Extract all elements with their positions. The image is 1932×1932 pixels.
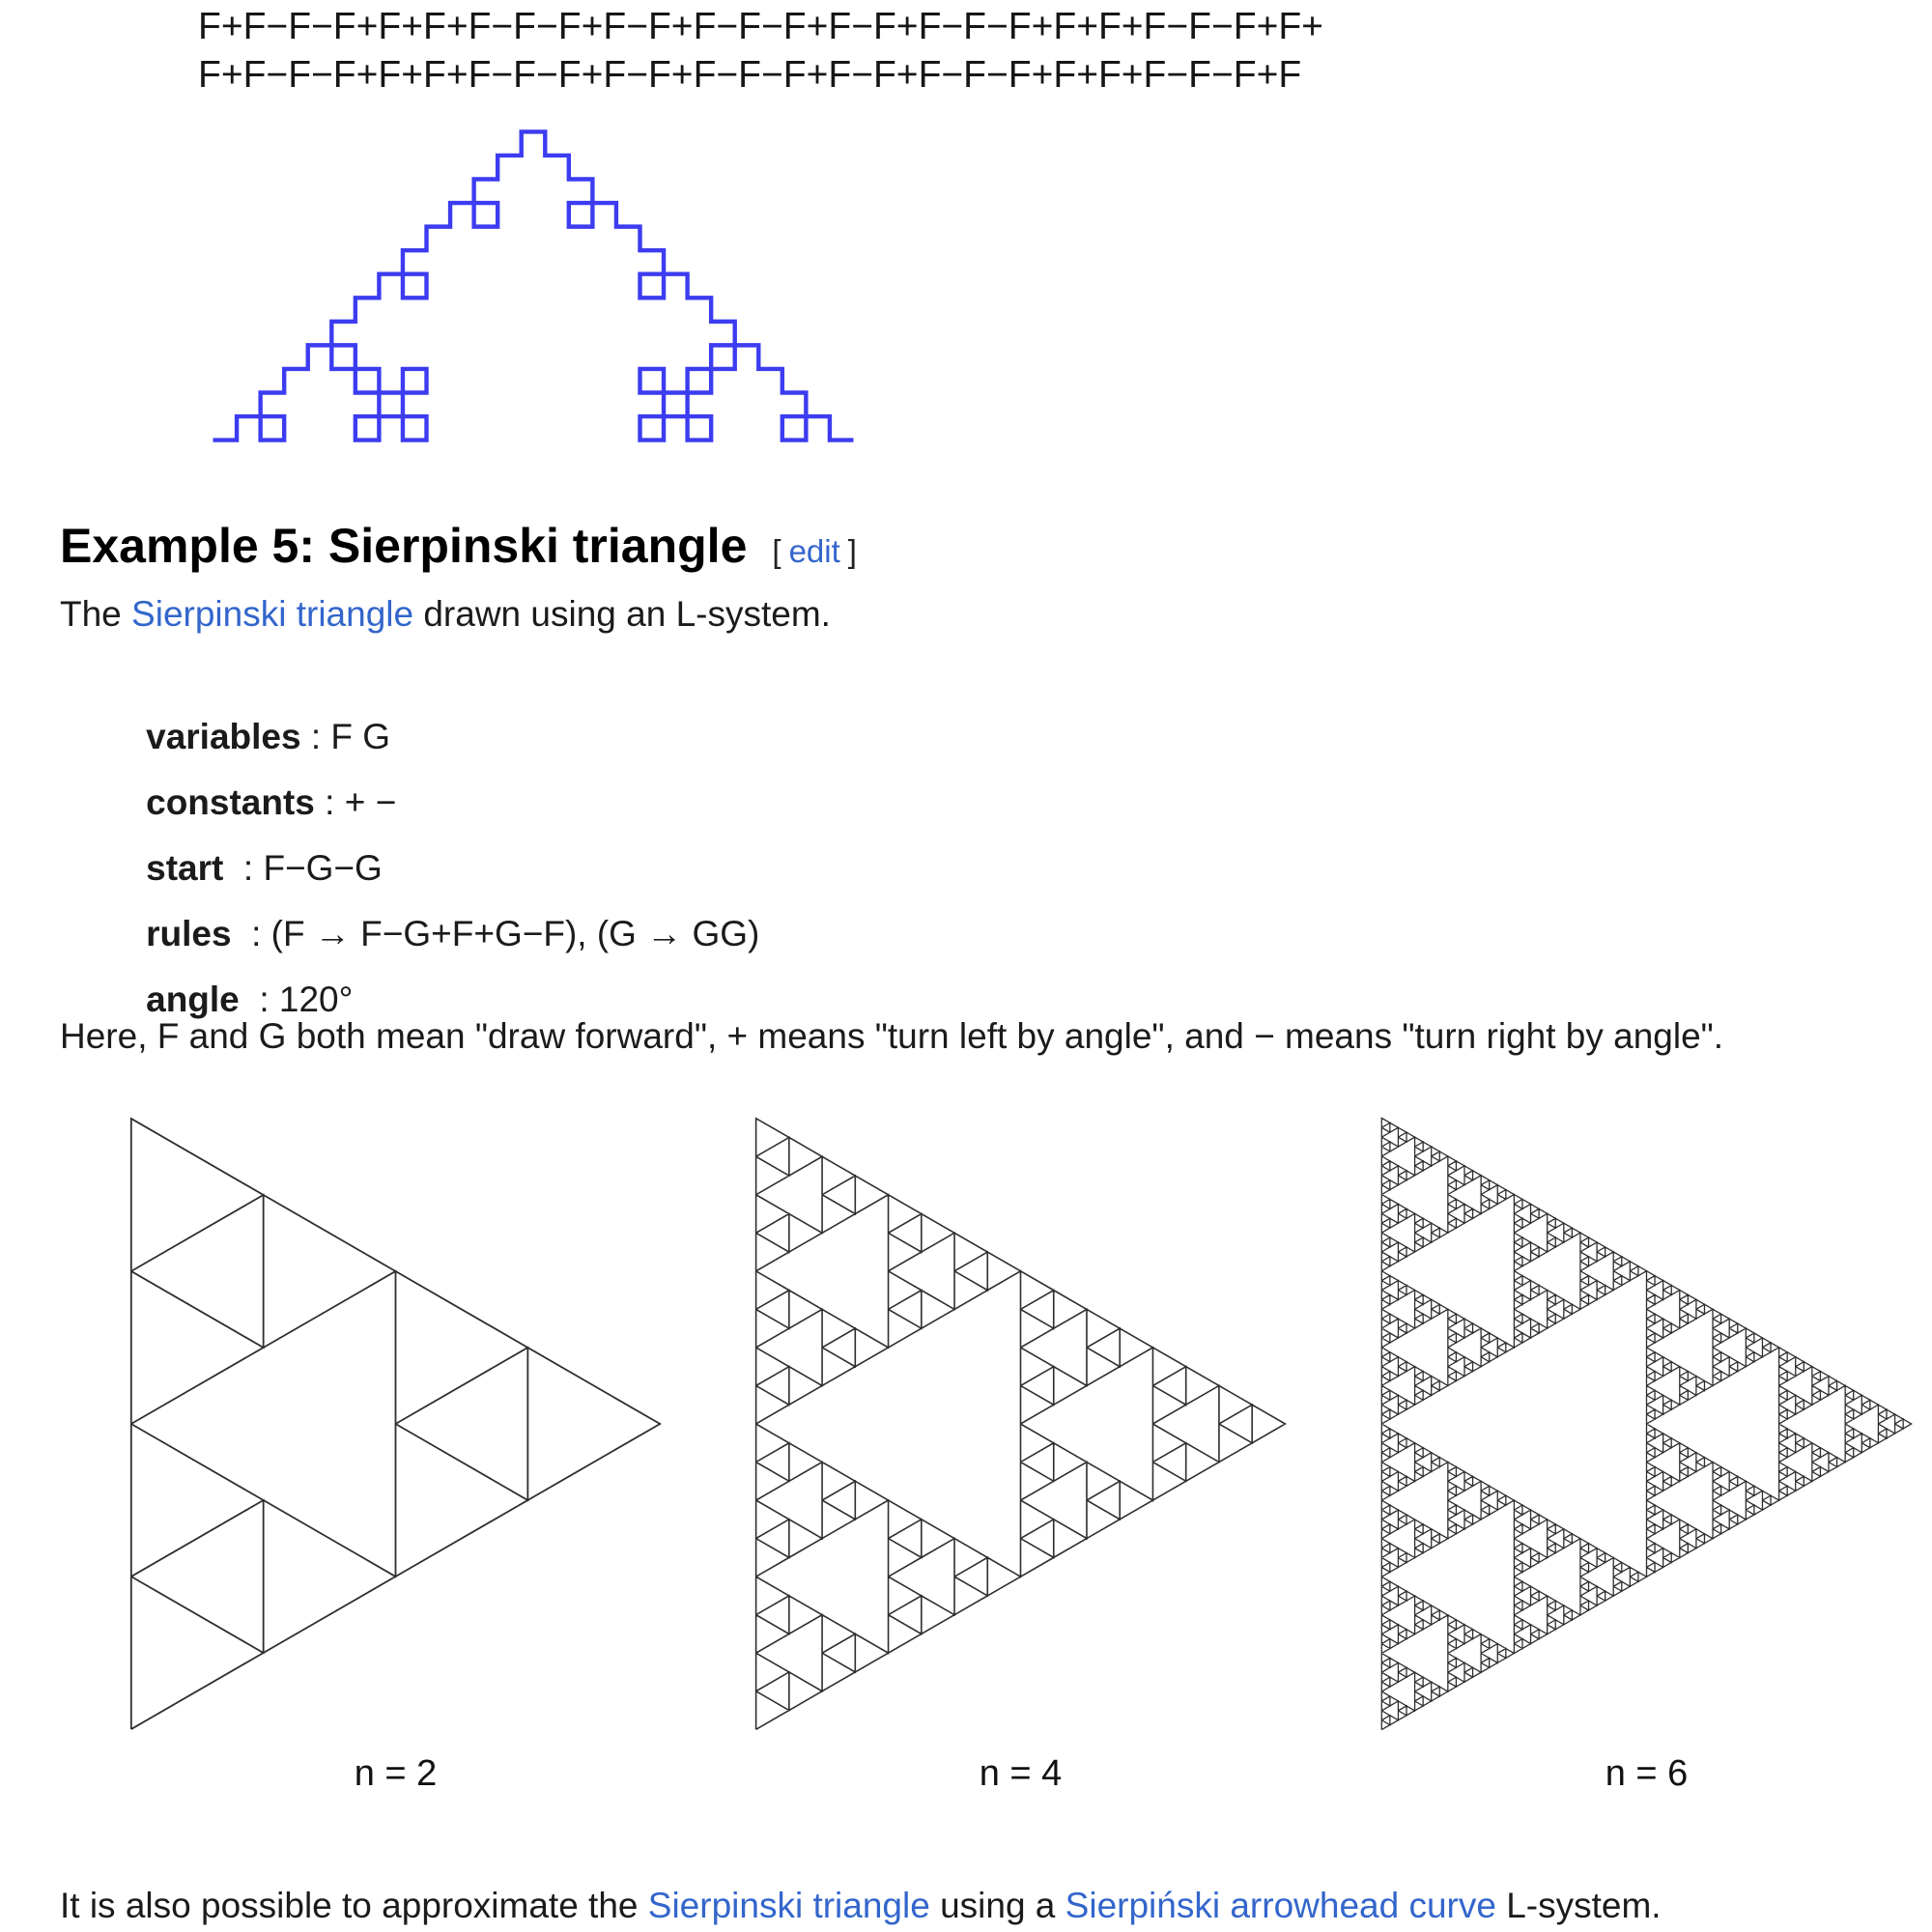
explanation-paragraph: Here, F and G both mean "draw forward", + means "turn left by angle", and − means "turn right by angle". — [60, 1016, 1724, 1056]
lsystem-string-line-1: F+F−F−F+F+F+F−F−F+F−F+F−F−F+F−F+F−F−F+F+F+F−F−F+F+ — [198, 6, 1323, 47]
edit-link[interactable]: edit — [788, 533, 840, 569]
sierpinski-triangle-image-n2 — [128, 1115, 663, 1733]
definition-value: : + − — [314, 782, 397, 822]
sierpinski-triangle-image-n4 — [753, 1115, 1288, 1733]
footer-paragraph: It is also possible to approximate the Sierpinski triangle using a Sierpiński arrowhead curve L-system. — [60, 1886, 1662, 1925]
inline-link[interactable]: Sierpinski triangle — [647, 1886, 930, 1925]
inline-link[interactable]: Sierpiński arrowhead curve — [1065, 1886, 1496, 1925]
koch-curve-figure — [207, 127, 860, 445]
definition-term: start — [146, 848, 224, 888]
section-heading — [60, 518, 857, 574]
definition-term: angle — [146, 980, 240, 1019]
edit-bracket-close: ] — [847, 533, 857, 569]
lsystem-curve-path — [213, 131, 854, 440]
figure-caption-n2: n = 2 — [354, 1753, 438, 1794]
definition-term: variables — [146, 717, 301, 756]
definition-value: : F−G−G — [223, 848, 383, 888]
definition-term: constants — [146, 782, 315, 822]
definition-value: : F G — [300, 717, 391, 756]
sierpinski-triangle-image-n6 — [1379, 1115, 1914, 1733]
figure-caption-n4: n = 4 — [979, 1753, 1063, 1794]
sierpinski-figure-n2 — [128, 1115, 663, 1801]
inline-link[interactable]: Sierpinski triangle — [131, 594, 414, 634]
edit-bracket-open: [ — [772, 533, 781, 569]
section-heading-text: Example 5: Sierpinski triangle — [60, 519, 748, 573]
sierpinski-figure-n6 — [1379, 1115, 1914, 1801]
intro-paragraph: The Sierpinski triangle drawn using an L-system. — [60, 594, 831, 634]
definition-value: : 120° — [239, 980, 354, 1019]
lsystem-curve-path — [756, 1119, 1286, 1730]
lsystem-string-line-2: F+F−F−F+F+F+F−F−F+F−F+F−F−F+F−F+F−F−F+F+F+F−F−F+F — [198, 54, 1302, 96]
lsystem-curve-path — [131, 1119, 660, 1729]
lsystem-curve-path — [1381, 1118, 1911, 1729]
edit-section — [772, 533, 857, 569]
definition-value: : (F → F−G+F+G−F), (G → GG) — [231, 914, 760, 953]
figure-caption-n6: n = 6 — [1605, 1753, 1689, 1794]
definition-term: rules — [146, 914, 232, 953]
sierpinski-figure-n4 — [753, 1115, 1288, 1801]
